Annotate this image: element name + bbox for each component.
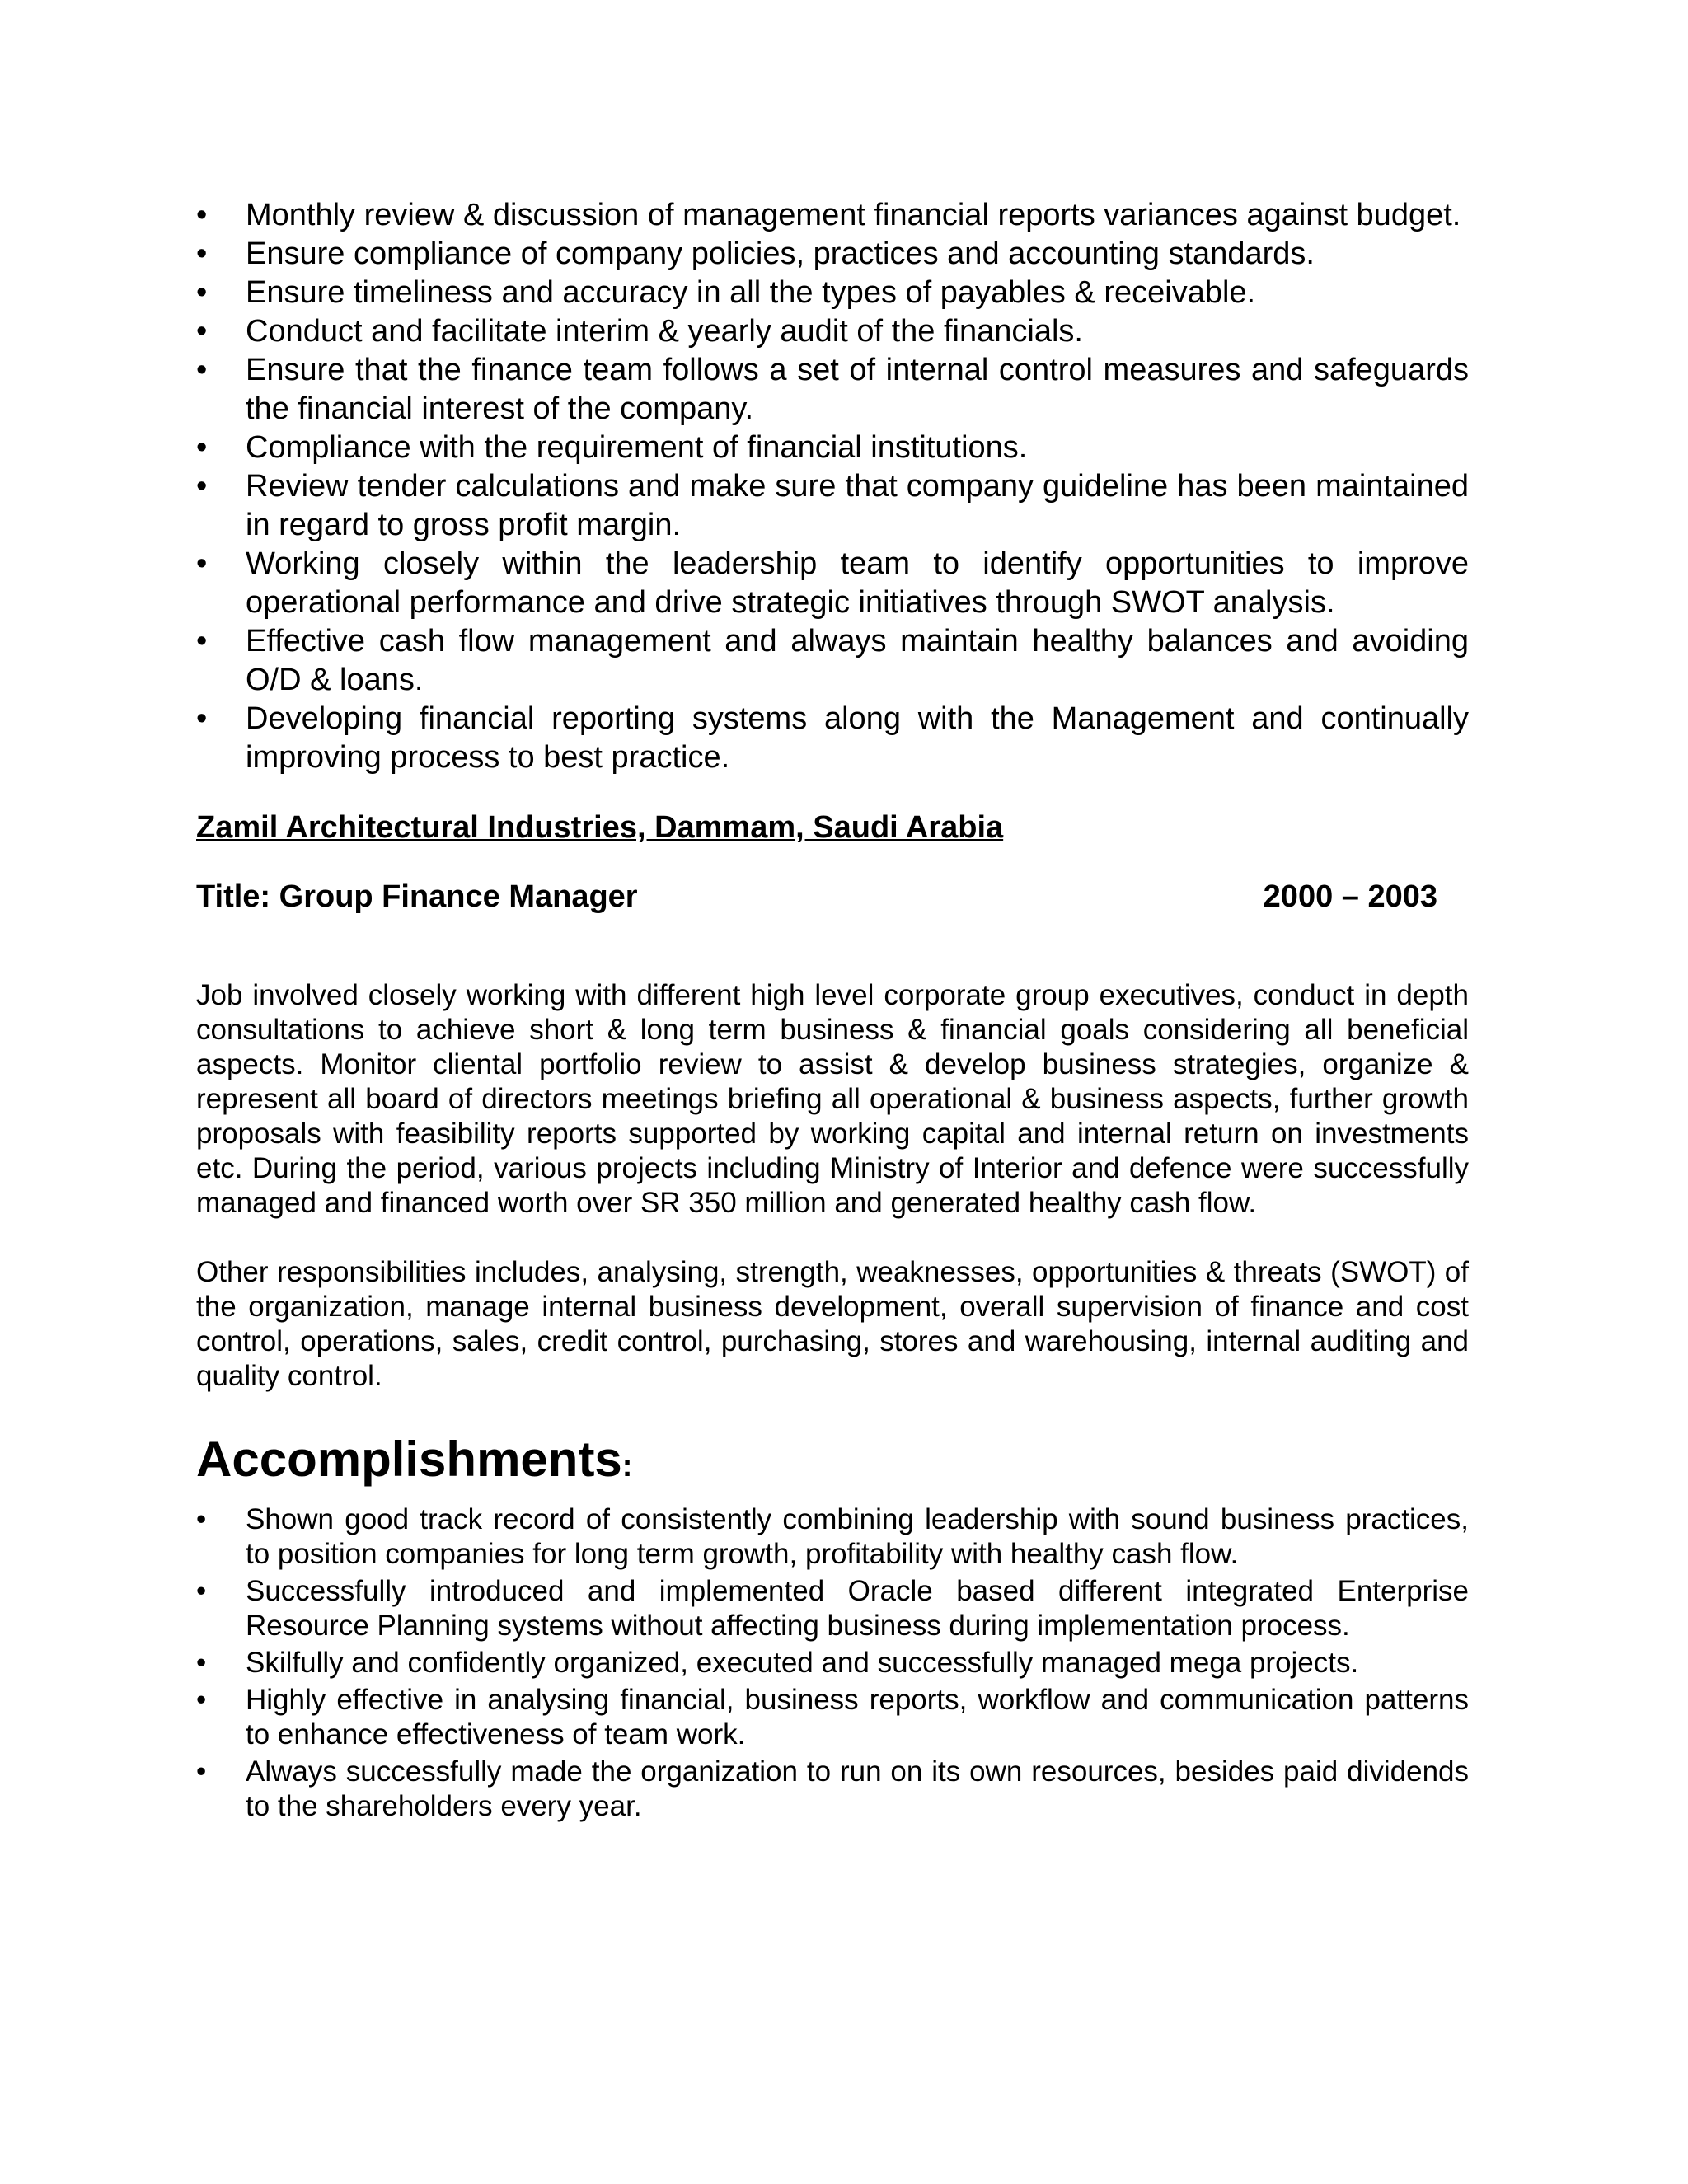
list-item: • Ensure compliance of company policies, practices and accounting standards.: [196, 235, 1469, 274]
list-item: • Developing financial reporting systems along with the Management and continually improving process to best practice.: [196, 701, 1469, 775]
bullet-icon: •: [196, 237, 208, 271]
job-description-paragraph: Job involved closely working with different high level corporate group executives, conduct in depth consultations to achieve short & long term business & financial goals considering all beneficial aspects. Monitor cliental portfolio review to assist & develop business strategies, organize & represent all board of directors meetings briefing all operational & business aspects, further growth proposals with feasibility reports supported by working capital and internal return on investments etc. During the period, various projects including Ministry of Interior and defence were successfully managed and financed worth over SR 350 million and generated healthy cash flow.: [196, 979, 1469, 1219]
bullet-icon: •: [196, 469, 208, 504]
list-item: • Shown good track record of consistently combining leadership with sound business practices, to position companies for long term growth, profitability with healthy cash flow.: [196, 1503, 1469, 1570]
job-title-row: [196, 878, 1469, 916]
bullet-icon: •: [196, 1575, 207, 1607]
bullet-icon: •: [196, 701, 208, 736]
list-item: • Highly effective in analysing financial, business reports, workflow and communication patterns to enhance effectiveness of team work.: [196, 1684, 1469, 1750]
bullet-icon: •: [196, 275, 208, 310]
list-item: • Compliance with the requirement of financial institutions.: [196, 429, 1469, 467]
bullet-icon: •: [196, 198, 208, 232]
job-title: Title: Group Finance Manager: [196, 879, 638, 914]
accomplishments-list: [196, 1502, 1469, 1824]
list-item: • Ensure timeliness and accuracy in all the types of payables & receivable.: [196, 274, 1469, 312]
company-heading: Zamil Architectural Industries, Dammam, Saudi Arabia: [196, 810, 1004, 845]
bullet-icon: •: [196, 353, 208, 387]
bullet-icon: •: [196, 314, 208, 349]
list-item: • Skilfully and confidently organized, executed and successfully managed mega projects.: [196, 1647, 1359, 1679]
bullet-icon: •: [196, 546, 208, 581]
list-item: • Working closely within the leadership team to identify opportunities to improve operational performance and drive strategic initiatives through SWOT analysis.: [196, 546, 1469, 620]
list-item: • Effective cash flow management and always maintain healthy balances and avoiding O/D & loans.: [196, 624, 1469, 697]
accomplishments-heading-colon: :: [621, 1449, 633, 1483]
accomplishments-heading: [196, 1432, 1469, 1494]
list-item: • Successfully introduced and implemented Oracle based different integrated Enterprise Resource Planning systems without affecting business during implementation process.: [196, 1575, 1469, 1642]
accomplishments-heading-text: Accomplishments: [196, 1432, 622, 1487]
list-item: • Review tender calculations and make sure that company guideline has been maintained in regard to gross profit margin.: [196, 469, 1469, 542]
duties-list: [196, 196, 1469, 777]
bullet-icon: •: [196, 624, 208, 658]
list-item: • Ensure that the finance team follows a set of internal control measures and safeguards the financial interest of the company.: [196, 353, 1469, 426]
list-item: • Always successfully made the organization to run on its own resources, besides paid dividends to the shareholders every year.: [196, 1755, 1469, 1822]
responsibilities-paragraph: Other responsibilities includes, analysing, strength, weaknesses, opportunities & threats (SWOT) of the organization, manage internal business development, overall supervision of finance and cost control, operations, sales, credit control, purchasing, stores and warehousing, internal auditing and quality control.: [196, 1256, 1469, 1392]
bullet-icon: •: [196, 1684, 207, 1716]
bullet-icon: •: [196, 1503, 207, 1535]
bullet-icon: •: [196, 1755, 207, 1788]
resume-page: [196, 196, 1469, 1824]
list-item: • Conduct and facilitate interim & yearly audit of the financials.: [196, 312, 1469, 351]
list-item: • Monthly review & discussion of management financial reports variances against budget.: [196, 196, 1469, 235]
job-period: 2000 – 2003: [1263, 879, 1437, 914]
bullet-icon: •: [196, 1647, 207, 1679]
bullet-icon: •: [196, 430, 208, 465]
